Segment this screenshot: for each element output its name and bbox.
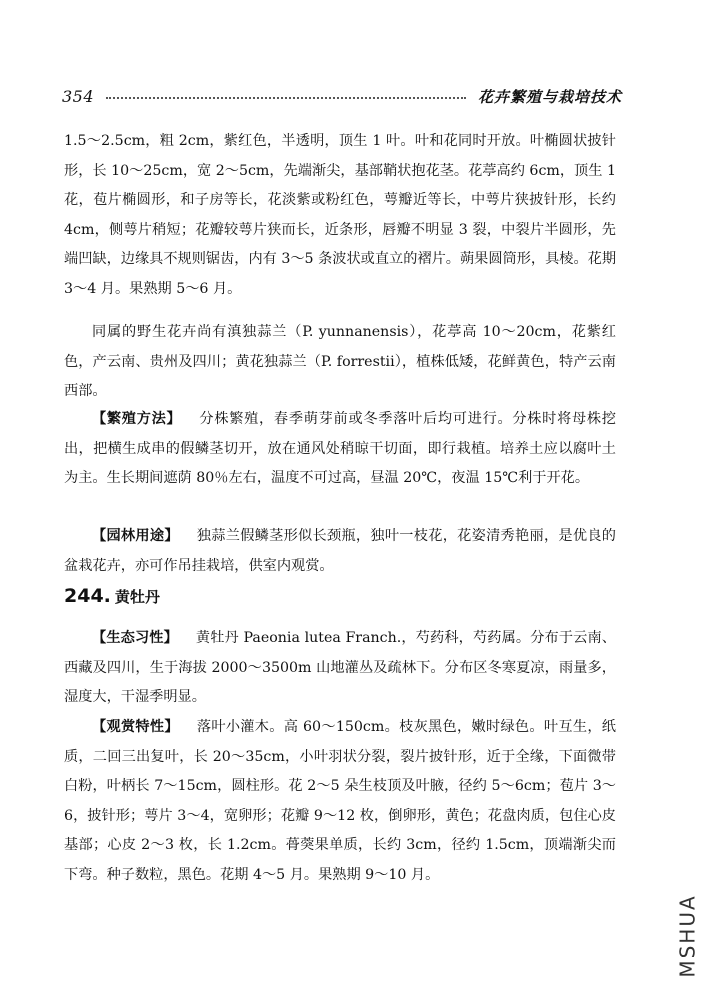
paragraph-continued-description: 1.5～2.5cm，粗 2cm，紫红色，半透明，顶生 1 叶。叶和花同时开放。叶椭圆状披针形，长 10～25cm，宽 2～5cm，先端渐尖，基部鞘状抱花茎。花葶高约 6cm，顶生 1 花，苞片椭圆形，和子房等长，花淡紫或粉红色，萼瓣近等长，中萼片狭披针形，长约 4cm，侧萼片稍短；花瓣较萼片狭而长，近条形，唇瓣不明显 3 裂，中裂片半圆形，先端凹缺，边缘具不规则锯齿，内有 3～5 条波状或直立的褶片。蒴果圆筒形，具棱。花期 3～4 月。果熟期 5～6 月。 xyxy=(64,133,617,297)
ecology-text: 黄牡丹 Paeonia lutea Franch.，芍药科，芍药属。分布于云南、西藏及四川，生于海拔 2000～3500m 山地灌丛及疏林下。分布区冬寒夏凉，雨量多，湿度大，干湿季明显。 xyxy=(64,630,616,706)
landscape-use-text: 独蒜兰假鳞茎形似长颈瓶，独叶一枝花，花姿清秀艳丽，是优良的盆栽花卉，亦可作吊挂栽培，供室内观赏。 xyxy=(64,528,616,574)
page-header xyxy=(62,84,622,108)
paragraph-ecology xyxy=(64,624,616,713)
section-title: 黄牡丹 xyxy=(114,588,160,606)
ornamental-text: 落叶小灌木。高 60～150cm。枝灰黑色，嫩时绿色。叶互生，纸质，二回三出复叶，长 20～35cm，小叶羽状分裂，裂片披针形，近于全缘，下面微带白粉，叶柄长 7～15cm，圆柱形。花 2～5 朵生枝顶及叶腋，径约 5～6cm；苞片 3～6，披针形；萼片 3～4，宽卵形；花瓣 9～12 枚，倒卵形，黄色；花盘肉质，包住心皮基部；心皮 2～3 枚，长 1.2cm。蓇葖果单质，长约 3cm，径约 1.5cm，顶端渐尖而下弯。种子数粒，黑色。花期 4～5 月。果熟期 9～10 月。 xyxy=(64,719,616,883)
propagation-label: 【繁殖方法】 xyxy=(92,411,182,427)
watermark-text: MSHUA xyxy=(676,894,700,978)
watermark xyxy=(673,881,703,991)
ecology-label: 【生态习性】 xyxy=(92,630,178,646)
landscape-use-label: 【园林用途】 xyxy=(92,528,179,544)
propagation-text: 分株繁殖，春季萌芽前或冬季落叶后均可进行。分株时将母株挖出，把横生成串的假鳞茎切开，放在通风处稍晾干切面，即行栽植。培养土应以腐叶土为主。生长期间遮荫 80％左右，温度不可过高，昼温 20℃，夜温 15℃利于开花。 xyxy=(64,411,616,487)
paragraph-propagation xyxy=(64,405,616,494)
section-heading xyxy=(64,585,160,615)
running-title: 花卉繁殖与栽培技术 xyxy=(477,87,622,106)
section-number: 244. xyxy=(64,585,111,607)
paragraph-related-species: 同属的野生花卉尚有滇独蒜兰（P. yunnanensis），花葶高 10～20cm，花紫红色，产云南、贵州及四川；黄花独蒜兰（P. forrestii），植株低矮，花鲜黄色，特产云南西部。 xyxy=(64,324,616,400)
header-rule xyxy=(106,97,466,99)
paragraph-landscape-use xyxy=(64,522,616,581)
ornamental-label: 【观赏特性】 xyxy=(92,719,179,735)
page-number: 354 xyxy=(62,86,95,106)
paragraph-ornamental-features xyxy=(64,713,616,891)
